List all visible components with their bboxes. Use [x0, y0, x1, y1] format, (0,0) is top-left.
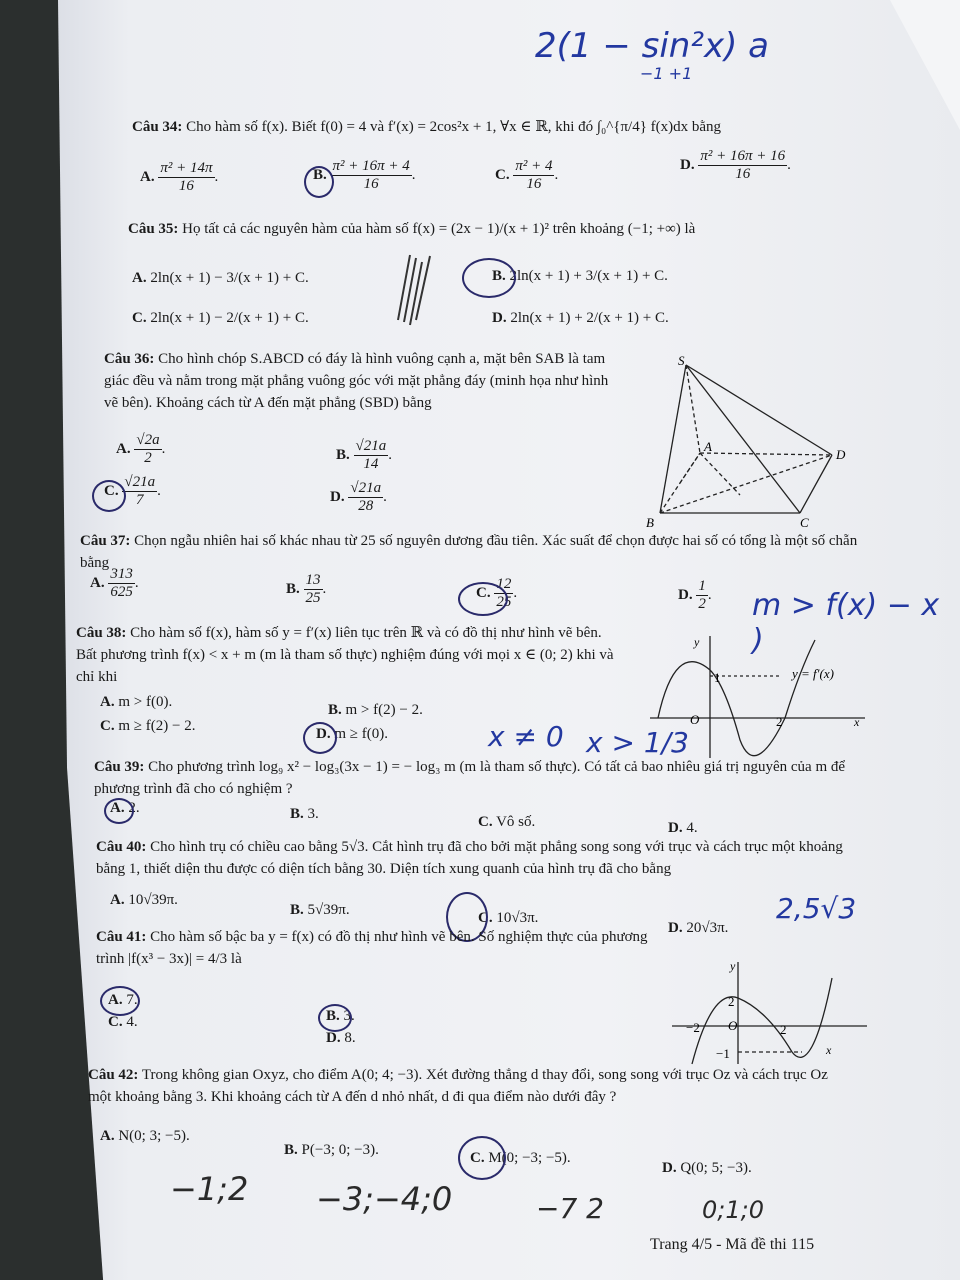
label-s: S: [678, 355, 685, 368]
q41-option-c[interactable]: C. 4.: [108, 1014, 138, 1030]
q39-option-d[interactable]: D. 4.: [668, 820, 698, 836]
q38-option-b[interactable]: B. m > f(2) − 2.: [328, 702, 423, 718]
origin-label: O: [690, 712, 700, 727]
q36-option-d[interactable]: D. $\frac{√21a}{28}$ .: [330, 480, 387, 514]
axis-x-label: x: [854, 715, 860, 729]
handwriting-q42-c: −7 2: [536, 1192, 604, 1225]
axis-y-label: y: [730, 959, 736, 973]
q40-option-d[interactable]: D. 20√3π.: [668, 920, 729, 936]
answer-circle: [304, 166, 334, 198]
q42-option-b[interactable]: B. P(−3; 0; −3).: [284, 1142, 379, 1158]
page-footer: Trang 4/5 - Mã đề thi 115: [650, 1236, 815, 1253]
q35-option-d[interactable]: D. 2ln(x + 1) + 2/(x + 1) + C.: [492, 310, 669, 326]
handwriting-q42-a: −1;2: [170, 1170, 249, 1208]
question-34: Câu 34: Cho hàm số f(x). Biết f(0) = 4 và f′(x) = 2cos²x + 1, ∀x ∈ ℝ, khi đó ∫₀^{π/4} f(x)dx bằng: [132, 119, 722, 135]
pyramid-figure: [640, 355, 850, 530]
axis-y-label: y: [694, 635, 700, 649]
question-41-text: Cho hàm số bậc ba y = f(x) có đồ thị như hình vẽ bên. Số nghiệm thực của phương trình |f(x³ − 3x)| = 4/3 là: [96, 929, 648, 967]
question-37: Câu 37: Chọn ngẫu nhiên hai số khác nhau từ 25 số nguyên dương đầu tiên. Xác suất để chọn được hai số có tổng là một số chẵn bằng: [80, 533, 858, 571]
question-38: Câu 38: Cho hàm số f(x), hàm số y = f′(x) liên tục trên ℝ và có đồ thị như hình vẽ bên. Bất phương trình f(x) < x + m (m là tham số thực) nghiệm đúng với mọi x ∈ (0; 2) khi và chỉ khi: [76, 625, 614, 685]
q35-option-a[interactable]: A. 2ln(x + 1) − 3/(x + 1) + C.: [132, 270, 309, 286]
q36-option-b[interactable]: B. $\frac{√21a}{14}$ .: [336, 438, 392, 472]
q39-option-c[interactable]: C. Vô số.: [478, 814, 536, 830]
q41-option-a[interactable]: A. 7.: [108, 992, 138, 1008]
answer-circle: [318, 1004, 352, 1032]
answer-circle: [104, 798, 134, 824]
handwriting-top-2: −1 +1: [640, 64, 693, 83]
q34-option-d[interactable]: D. $\frac{\text{π² + 16π + 16}}{16}$ .: [680, 148, 791, 182]
answer-circle: [100, 986, 140, 1016]
q40-option-c[interactable]: C. 10√3π.: [478, 910, 539, 926]
question-41: Câu 41: Cho hàm số bậc ba y = f(x) có đồ thị như hình vẽ bên. Số nghiệm thực của phương trình |f(x³ − 3x)| = 4/3 là: [96, 929, 648, 967]
question-35-text: Họ tất cả các nguyên hàm của hàm số f(x) = (2x − 1)/(x + 1)² trên khoảng (−1; +∞) là: [182, 221, 696, 237]
tick-two: 2: [776, 714, 783, 729]
tick-pos-two: 2: [780, 1022, 787, 1037]
question-42: Câu 42: Trong không gian Oxyz, cho điểm A(0; 4; −3). Xét đường thẳng d thay đổi, song song với trục Oz và cách trục Oz một khoảng bằng 3. Khi khoảng cách từ A đến d nhỏ nhất, d đi qua điểm nào dưới đây ?: [88, 1067, 828, 1105]
tick-neg-one: −1: [716, 1046, 730, 1061]
q40-option-a[interactable]: A. 10√39π.: [110, 892, 178, 908]
answer-circle: [303, 722, 337, 754]
tick-one: 1: [714, 670, 721, 685]
label-a: A: [704, 439, 712, 454]
q36-option-a[interactable]: A. $\frac{√2a}{2}$ .: [116, 432, 166, 466]
label-d: D: [836, 447, 846, 462]
handwriting-q40: 2,5√3: [776, 892, 857, 925]
q34-option-c[interactable]: C. $\frac{\text{π² + 4}}{16}$ .: [495, 158, 559, 192]
answer-circle: [462, 258, 516, 298]
question-40-text: Cho hình trụ có chiều cao bằng 5√3. Cắt hình trụ đã cho bởi mặt phẳng song song với trục và cách trục một khoảng bằng 1, thiết diện thu được có diện tích bằng 30. Diện tích xung quanh của hình trụ đã cho bằng: [96, 839, 843, 877]
question-36: Câu 36: Cho hình chóp S.ABCD có đáy là hình vuông cạnh a, mặt bên SAB là tam giác đều và nằm trong mặt phẳng vuông góc với mặt phẳng đáy (minh họa như hình vẽ bên). Khoảng cách từ A đến mặt phẳng (SBD) bằng: [104, 351, 609, 411]
tick-neg-two: −2: [686, 1020, 700, 1035]
label-b: B: [646, 515, 654, 530]
question-42-text: Trong không gian Oxyz, cho điểm A(0; 4; −3). Xét đường thẳng d thay đổi, song song với trục Oz và cách trục Oz một khoảng bằng 3. Khi khoảng cách từ A đến d nhỏ nhất, d đi qua điểm nào dưới đây ?: [88, 1067, 828, 1105]
question-39-text: Cho phương trình log₉ x² − log₃(3x − 1) = − log₃ m (m là tham số thực). Có tất cả bao nhiêu giá trị nguyên của m để phương trình đã cho có nghiệm ?: [94, 759, 846, 797]
graph-f-prime: [650, 630, 870, 760]
q37-option-d[interactable]: D. $\frac{1}{2}$ .: [678, 578, 712, 612]
q38-option-c[interactable]: C. m ≥ f(2) − 2.: [100, 718, 196, 734]
q42-option-a[interactable]: A. N(0; 3; −5).: [100, 1128, 190, 1144]
answer-circle: [458, 1136, 506, 1180]
curve-label: y = f′(x): [792, 666, 834, 681]
q38-option-a[interactable]: A. m > f(0).: [100, 694, 173, 710]
q37-option-c[interactable]: C. $\frac{12}{25}$ .: [476, 576, 518, 610]
q35-option-b[interactable]: B. 2ln(x + 1) + 3/(x + 1) + C.: [492, 268, 668, 284]
graph-cubic: [672, 958, 872, 1068]
q42-option-d[interactable]: D. Q(0; 5; −3).: [662, 1160, 752, 1176]
answer-circle: [92, 480, 126, 512]
label-c: C: [800, 515, 809, 530]
scribble-mark: [390, 250, 440, 330]
q41-option-d[interactable]: D. 8.: [326, 1030, 356, 1046]
handwriting-q42-b: −3;−4;0: [316, 1180, 453, 1218]
q36-option-c[interactable]: C. $\frac{√21a}{7}$ .: [104, 474, 161, 508]
question-35: Câu 35: Họ tất cả các nguyên hàm của hàm số f(x) = (2x − 1)/(x + 1)² trên khoảng (−1; +∞) là: [128, 221, 696, 237]
answer-circle: [458, 582, 508, 616]
q37-option-a[interactable]: A. $\frac{313}{625}$ .: [90, 566, 139, 600]
question-37-text: Chọn ngẫu nhiên hai số khác nhau từ 25 số nguyên dương đầu tiên. Xác suất để chọn được hai số có tổng là một số chẵn bằng: [80, 533, 858, 571]
handwriting-q38-b: x > 1/3: [586, 726, 689, 759]
q41-option-b[interactable]: B. 3.: [326, 1008, 355, 1024]
q34-option-b[interactable]: B. $\frac{\text{π² + 16π + 4}}{16}$ .: [313, 158, 416, 192]
handwriting-q42-d: 0;1;0: [702, 1196, 764, 1224]
q35-option-c[interactable]: C. 2ln(x + 1) − 2/(x + 1) + C.: [132, 310, 309, 326]
q38-option-d[interactable]: D. m ≥ f(0).: [316, 726, 388, 742]
handwriting-q38-a: x ≠ 0: [488, 720, 564, 753]
question-34-text: Cho hàm số f(x). Biết f(0) = 4 và f′(x) = 2cos²x + 1, ∀x ∈ ℝ, khi đó ∫₀^{π/4} f(x)dx bằng: [186, 119, 722, 135]
q40-option-b[interactable]: B. 5√39π.: [290, 902, 350, 918]
handwriting-top: 2(1 − sin²x) a: [535, 26, 769, 66]
q34-option-a[interactable]: A. $\frac{\text{π² + 14π}}{16}$ .: [140, 160, 219, 194]
q42-option-c[interactable]: C. M(0; −3; −5).: [470, 1150, 571, 1166]
origin-label: O: [728, 1018, 738, 1033]
question-39: Câu 39: Cho phương trình log₉ x² − log₃(3x − 1) = − log₃ m (m là tham số thực). Có tất cả bao nhiêu giá trị nguyên của m để phương trình đã cho có nghiệm ?: [94, 759, 846, 797]
tick-y-two: 2: [728, 994, 735, 1009]
axis-x-label: x: [826, 1043, 832, 1057]
q39-option-b[interactable]: B. 3.: [290, 806, 319, 822]
question-40: Câu 40: Cho hình trụ có chiều cao bằng 5√3. Cắt hình trụ đã cho bởi mặt phẳng song song với trục và cách trục một khoảng bằng 1, thiết diện thu được có diện tích bằng 30. Diện tích xung quanh của hình trụ đã cho bằng: [96, 839, 843, 877]
handwriting-q37: m > f(x) − x ): [752, 588, 940, 658]
question-36-text: Cho hình chóp S.ABCD có đáy là hình vuông cạnh a, mặt bên SAB là tam giác đều và nằm trong mặt phẳng vuông góc với mặt phẳng đáy (minh họa như hình vẽ bên). Khoảng cách từ A đến mặt phẳng (SBD) bằng: [104, 351, 609, 411]
q39-option-a[interactable]: A. 2.: [110, 800, 140, 816]
q37-option-b[interactable]: B. $\frac{13}{25}$ .: [286, 572, 327, 606]
question-38-text: Cho hàm số f(x), hàm số y = f′(x) liên tục trên ℝ và có đồ thị như hình vẽ bên. Bất phương trình f(x) < x + m (m là tham số thực) nghiệm đúng với mọi x ∈ (0; 2) khi và chỉ khi: [76, 625, 614, 685]
